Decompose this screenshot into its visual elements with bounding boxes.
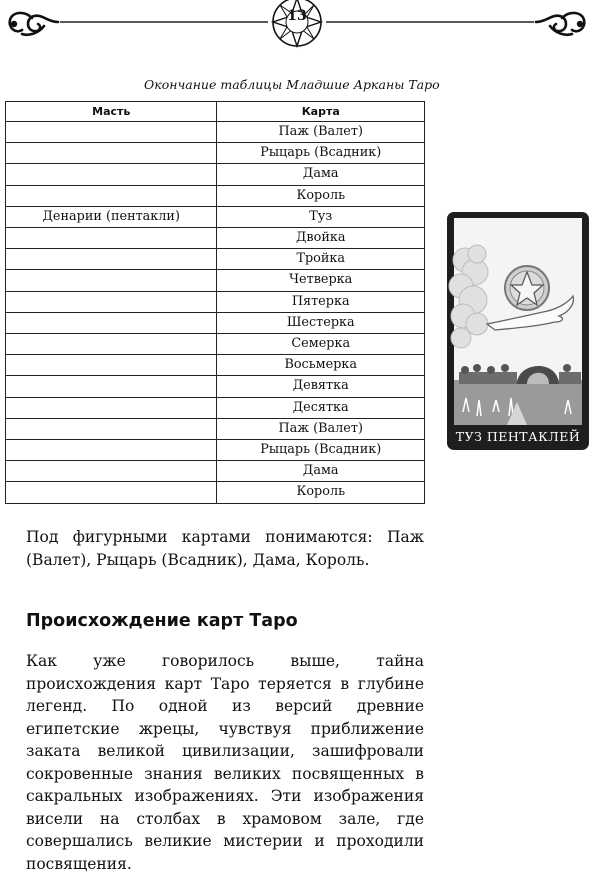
suit-cell: [6, 291, 217, 312]
card-cell: Восьмерка: [217, 355, 425, 376]
table-row: [6, 482, 425, 503]
card-cell: Рыцарь (Всадник): [217, 440, 425, 461]
section-heading: Происхождение карт Таро: [26, 611, 298, 631]
table-row: [6, 143, 425, 164]
column-header-card: Карта: [217, 102, 425, 122]
suit-cell: [6, 164, 217, 185]
page-number: 13: [287, 8, 307, 24]
card-cell: Шестерка: [217, 312, 425, 333]
table-row: [6, 312, 425, 333]
card-cell: Десятка: [217, 397, 425, 418]
table-row: [6, 270, 425, 291]
table-row: [6, 397, 425, 418]
tarot-card-image: [447, 212, 589, 450]
table-row: [6, 206, 425, 227]
card-cell: Четверка: [217, 270, 425, 291]
table-row: [6, 355, 425, 376]
minor-arcana-table: [5, 101, 425, 504]
ace-of-pentacles-card: [447, 212, 589, 450]
card-cell: Рыцарь (Всадник): [217, 143, 425, 164]
card-title: ТУЗ ПЕНТАКЛЕЙ: [455, 429, 581, 444]
table-caption: Окончание таблицы Младшие Арканы Таро: [144, 77, 440, 92]
table-row: [6, 185, 425, 206]
table-row: [6, 291, 425, 312]
card-cell: Девятка: [217, 376, 425, 397]
suit-cell: [6, 440, 217, 461]
table-row: [6, 122, 425, 143]
suit-cell: [6, 143, 217, 164]
card-cell: Тройка: [217, 249, 425, 270]
suit-cell: [6, 397, 217, 418]
pentacle-icon: [505, 266, 549, 310]
card-cell: Семерка: [217, 334, 425, 355]
table-row: [6, 334, 425, 355]
suit-cell: [6, 376, 217, 397]
suit-cell: [6, 461, 217, 482]
card-cell: Король: [217, 185, 425, 206]
suit-cell: [6, 270, 217, 291]
table-row: [6, 228, 425, 249]
card-cell: Двойка: [217, 228, 425, 249]
card-cell: Туз: [217, 206, 425, 227]
suit-cell: [6, 418, 217, 439]
table-header-row: [6, 102, 425, 122]
card-cell: Паж (Валет): [217, 122, 425, 143]
table-row: [6, 440, 425, 461]
cloud-icon: [449, 245, 488, 348]
card-cell: Дама: [217, 461, 425, 482]
suit-cell: [6, 482, 217, 503]
paragraph-origin: Как уже говорилось выше, тайна происхождения карт Таро теряется в глубине легенд. По одной из версий древние египетские жрецы, чувствуя приближение заката великой цивилизации, зашифровали сокровенные знания великих посвященных в сакральных изображениях. Эти изображения висели на столбах в храмовом зале, где совершались великие мистерии и проходили посвящения.: [26, 652, 424, 873]
paragraph-figure-cards: Под фигурными картами понимаются: Паж (Валет), Рыцарь (Всадник), Дама, Король.: [26, 528, 424, 569]
suit-cell: [6, 228, 217, 249]
right-scroll-icon: [536, 13, 584, 35]
table-row: [6, 418, 425, 439]
suit-cell: Денарии (пентакли): [6, 206, 217, 227]
card-cell: Дама: [217, 164, 425, 185]
table-row: [6, 249, 425, 270]
card-cell: Пятерка: [217, 291, 425, 312]
suit-cell: [6, 249, 217, 270]
suit-cell: [6, 334, 217, 355]
suit-cell: [6, 185, 217, 206]
table-row: [6, 164, 425, 185]
suit-cell: [6, 122, 217, 143]
table-body: [6, 122, 425, 504]
left-scroll-icon: [10, 13, 58, 35]
card-cell: Король: [217, 482, 425, 503]
suit-cell: [6, 312, 217, 333]
card-cell: Паж (Валет): [217, 418, 425, 439]
table-row: [6, 376, 425, 397]
page-header: [0, 0, 594, 50]
column-header-suit: Масть: [6, 102, 217, 122]
table-row: [6, 461, 425, 482]
suit-cell: [6, 355, 217, 376]
